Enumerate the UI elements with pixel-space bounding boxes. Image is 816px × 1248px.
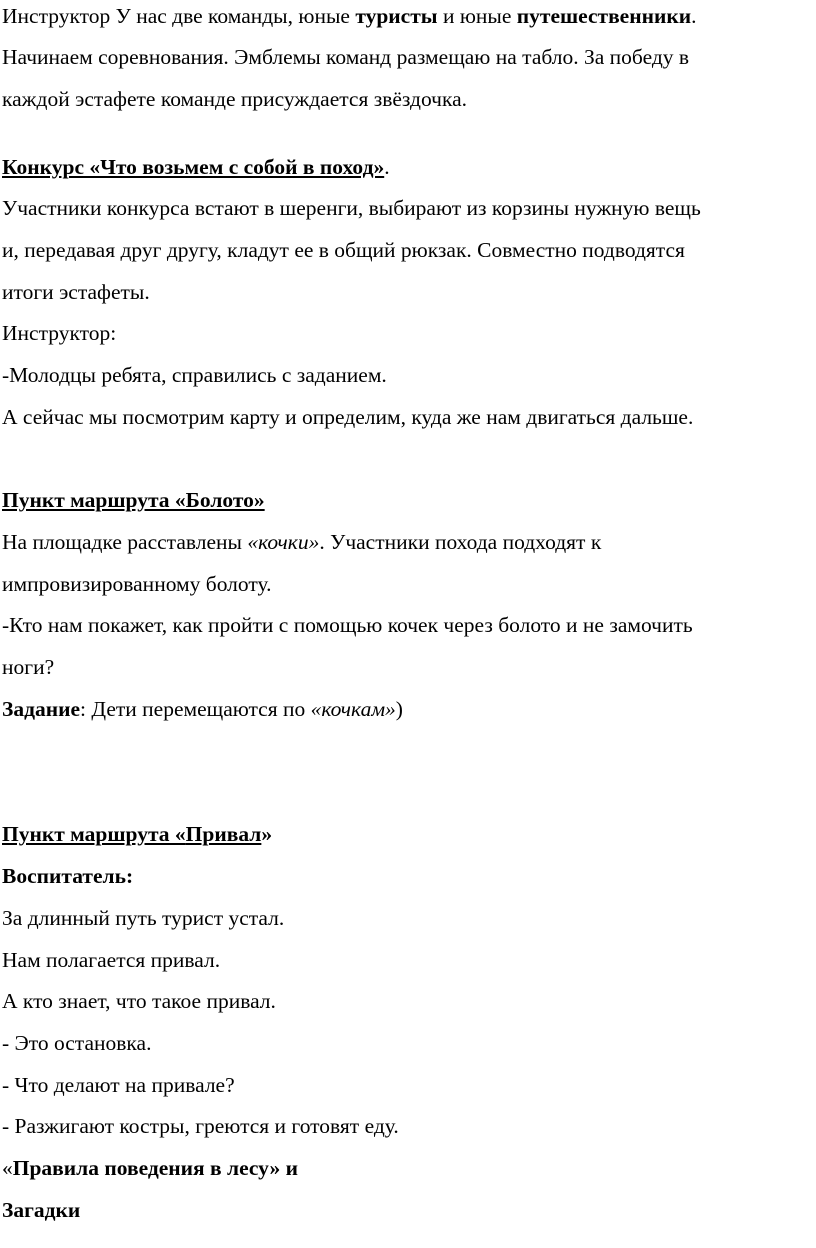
rest-heading-word: Привал bbox=[185, 822, 262, 846]
riddles-text: Загадки bbox=[2, 1198, 81, 1222]
contest-speaker: Инструктор: bbox=[2, 321, 117, 345]
rest-line-2: Нам полагается привал. bbox=[2, 948, 221, 972]
team-tourists: туристы bbox=[355, 4, 438, 28]
rest-line-3: А кто знает, что такое привал. bbox=[2, 989, 276, 1013]
intro-text: Инструктор У нас две команды, юные bbox=[2, 4, 356, 28]
swamp-line-2: импровизированному болоту. bbox=[2, 572, 272, 596]
swamp-question-2: ноги? bbox=[2, 655, 55, 679]
intro-text: . bbox=[691, 4, 697, 28]
swamp-text: . Участники похода подходят к bbox=[319, 530, 602, 554]
contest-line-3: итоги эстафеты. bbox=[2, 280, 150, 304]
contest-line-2: и, передавая друг другу, кладут ее в общий рюкзак. Совместно подводятся bbox=[2, 238, 685, 262]
intro-line-1 bbox=[2, 6, 697, 28]
rest-line-5: - Что делают на привале? bbox=[2, 1073, 235, 1097]
swamp-heading bbox=[2, 490, 265, 512]
rules-heading bbox=[2, 1158, 298, 1180]
intro-text: и юные bbox=[437, 4, 517, 28]
contest-speech-1: -Молодцы ребята, справились с заданием. bbox=[2, 363, 387, 387]
rest-speaker bbox=[2, 866, 133, 888]
rest-line-6: - Разжигают костры, греются и готовят еду. bbox=[2, 1114, 399, 1138]
contest-line-1: Участники конкурса встают в шеренги, выбирают из корзины нужную вещь bbox=[2, 196, 701, 220]
task-italic: «кочкам» bbox=[310, 697, 396, 721]
intro-line-2: Начинаем соревнования. Эмблемы команд размещаю на табло. За победу в bbox=[2, 45, 690, 69]
heading-period: . bbox=[384, 155, 390, 179]
riddles-heading bbox=[2, 1200, 80, 1222]
rest-speaker-text: Воспитатель: bbox=[2, 864, 134, 888]
rules-text: Правила поведения в лесу» и bbox=[12, 1156, 298, 1180]
rest-heading-quote: » bbox=[261, 822, 273, 846]
swamp-line-1 bbox=[2, 532, 601, 554]
rest-line-1: За длинный путь турист устал. bbox=[2, 906, 285, 930]
swamp-question-1: -Кто нам покажет, как пройти с помощью кочек через болото и не замочить bbox=[2, 613, 693, 637]
swamp-text: На площадке расставлены bbox=[2, 530, 248, 554]
intro-line-3: каждой эстафете команде присуждается звёздочка. bbox=[2, 87, 468, 111]
rest-line-4: - Это остановка. bbox=[2, 1031, 152, 1055]
team-travelers: путешественники bbox=[516, 4, 692, 28]
swamp-bumps-italic: «кочки» bbox=[247, 530, 320, 554]
rest-heading bbox=[2, 824, 272, 846]
rest-heading-text: Пункт маршрута « bbox=[2, 822, 186, 846]
contest-heading-text: Конкурс «Что возьмем с собой в поход» bbox=[2, 155, 385, 179]
rules-quote: « bbox=[2, 1156, 13, 1180]
swamp-heading-text: Пункт маршрута «Болото» bbox=[2, 488, 265, 512]
contest-speech-2: А сейчас мы посмотрим карту и определим, куда же нам двигаться дальше. bbox=[2, 405, 694, 429]
swamp-task bbox=[2, 699, 403, 721]
task-label: Задание bbox=[2, 697, 81, 721]
contest-heading bbox=[2, 157, 390, 179]
task-end: ) bbox=[395, 697, 403, 721]
task-text: : Дети перемещаются по bbox=[80, 697, 311, 721]
